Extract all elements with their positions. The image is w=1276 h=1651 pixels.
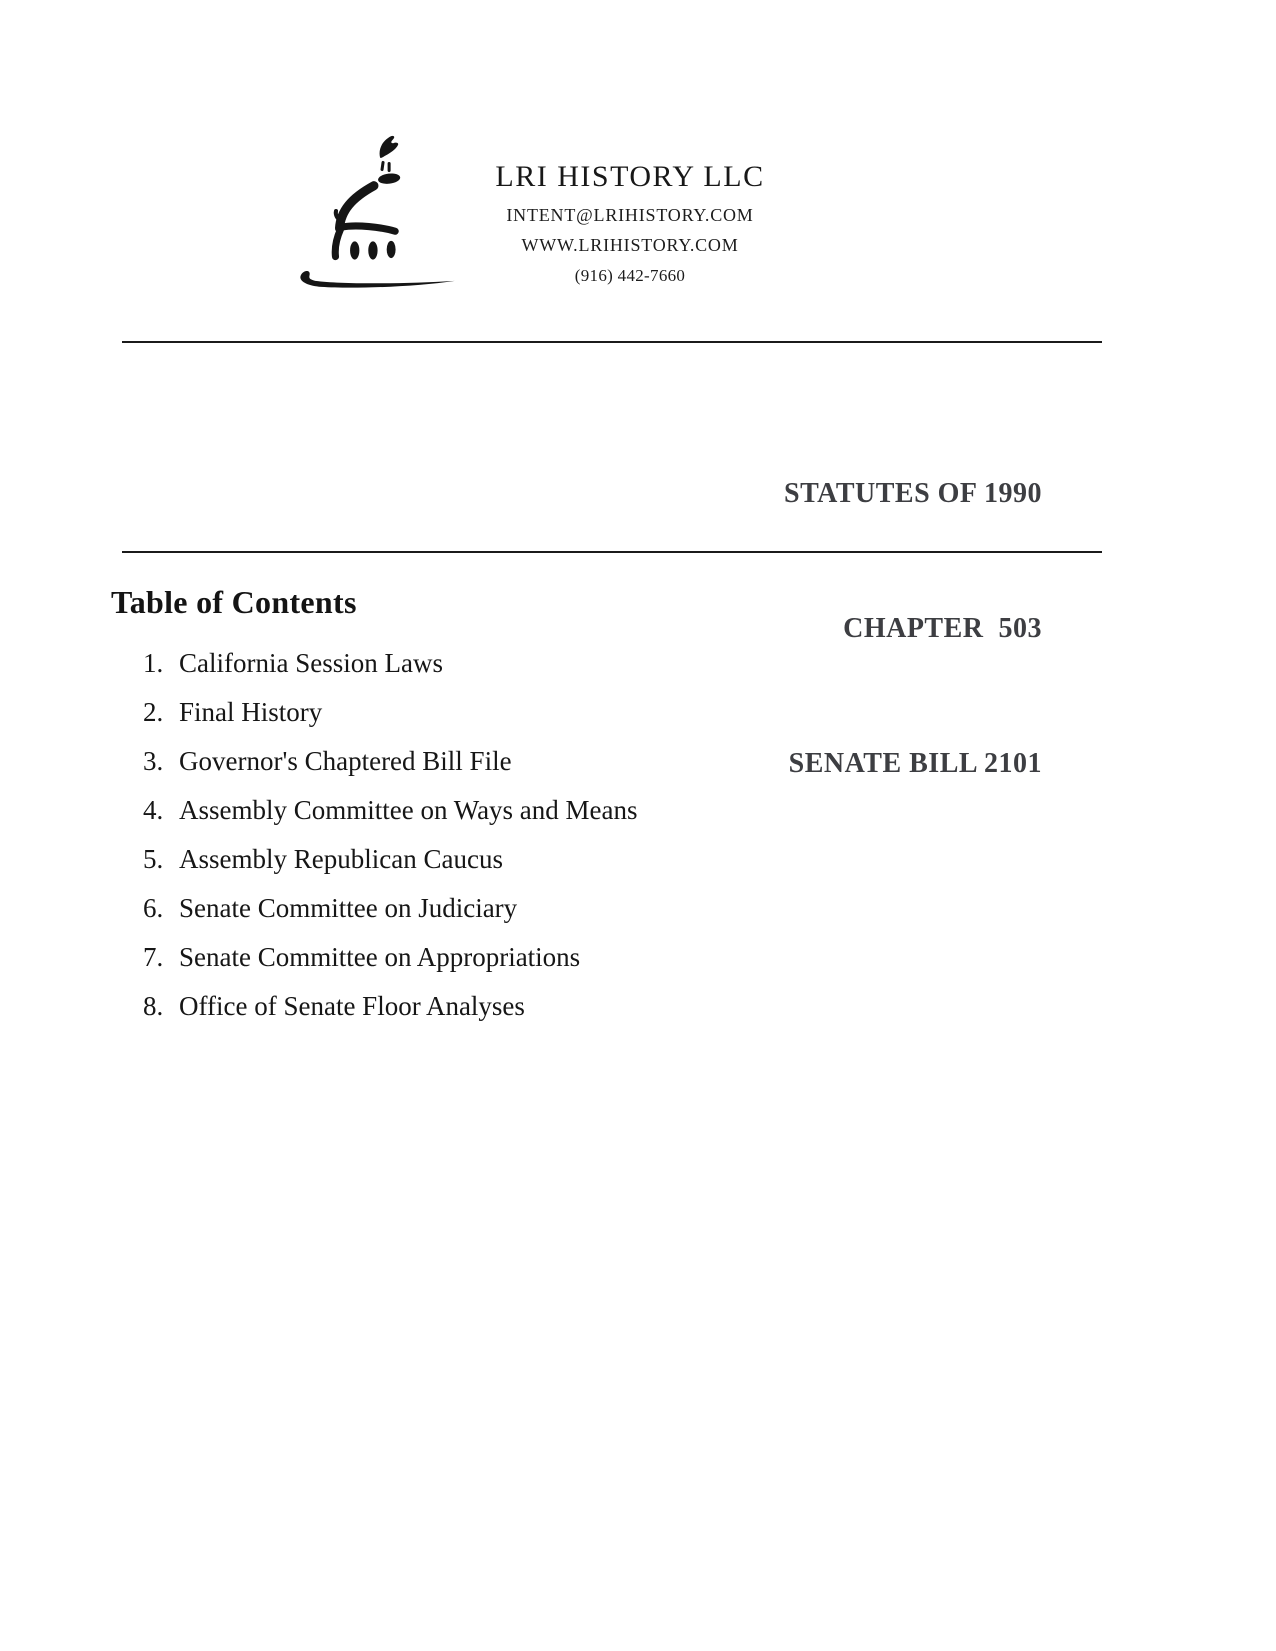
company-name: LRI HISTORY LLC bbox=[495, 160, 765, 193]
toc-item-number: 3. bbox=[143, 746, 164, 776]
statutes-line: STATUTES OF 1990 bbox=[784, 478, 1042, 509]
toc-item bbox=[143, 991, 638, 1040]
toc-item bbox=[143, 844, 638, 893]
bill-line: SENATE BILL 2101 bbox=[788, 748, 1042, 779]
toc-item-number: 6. bbox=[143, 893, 164, 923]
capitol-dome-logo bbox=[293, 128, 465, 290]
toc-item-label: Assembly Committee on Ways and Means bbox=[179, 795, 638, 825]
toc-item bbox=[143, 893, 638, 942]
toc-item bbox=[143, 648, 638, 697]
toc-item-label: Senate Committee on Judiciary bbox=[179, 893, 518, 923]
company-phone: (916) 442-7660 bbox=[574, 266, 686, 285]
divider-top bbox=[122, 341, 1102, 343]
toc-item-number: 5. bbox=[143, 844, 164, 874]
toc-item-label: Governor's Chaptered Bill File bbox=[179, 746, 512, 776]
toc-item bbox=[143, 942, 638, 991]
toc-item-number: 1. bbox=[143, 648, 164, 678]
toc-item-label: Office of Senate Floor Analyses bbox=[179, 991, 525, 1021]
toc-item-number: 8. bbox=[143, 991, 164, 1021]
company-website: WWW.LRIHISTORY.COM bbox=[521, 235, 739, 255]
toc-item-number: 7. bbox=[143, 942, 164, 972]
toc-heading: Table of Contents bbox=[111, 584, 357, 620]
toc-item-label: Senate Committee on Appropriations bbox=[179, 942, 581, 972]
chapter-line: CHAPTER 503 bbox=[843, 613, 1042, 644]
toc-item-label: Final History bbox=[179, 697, 323, 727]
toc-item-label: California Session Laws bbox=[179, 648, 443, 678]
toc-item bbox=[143, 697, 638, 746]
toc-item bbox=[143, 795, 638, 844]
toc-item-label: Assembly Republican Caucus bbox=[179, 844, 503, 874]
letterhead bbox=[450, 158, 810, 286]
toc-list bbox=[143, 648, 638, 1040]
toc-item bbox=[143, 746, 638, 795]
toc-item-number: 2. bbox=[143, 697, 164, 727]
title-block bbox=[784, 381, 1042, 831]
capitol-dome-sketch-icon bbox=[293, 128, 465, 290]
company-email: INTENT@LRIHISTORY.COM bbox=[506, 205, 754, 225]
toc-item-number: 4. bbox=[143, 795, 164, 825]
